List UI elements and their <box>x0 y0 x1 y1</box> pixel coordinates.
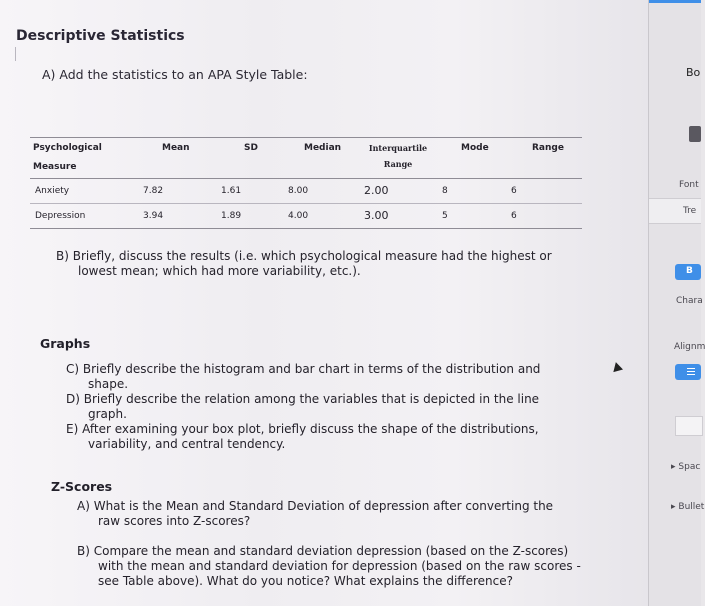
sidebar-accent-bar <box>649 0 701 3</box>
zscores-question-b-line2: with the mean and standard deviation for depression (based on the raw scores - <box>98 559 581 573</box>
bold-button-label: B <box>686 266 693 276</box>
graphs-question-e-line1: E) After examining your box plot, briefly discuss the shape of the distributions, <box>66 422 539 436</box>
part-b-question-line1: B) Briefly, discuss the results (i.e. which psychological measure had the highest or <box>56 249 552 263</box>
page-title: Descriptive Statistics <box>16 28 185 44</box>
header-sd: SD <box>244 143 258 153</box>
zscores-question-b-line3: see Table above). What do you notice? What explains the difference? <box>98 574 513 588</box>
part-b-question-line2: lowest mean; which had more variability, etc.). <box>78 264 361 278</box>
sidebar-character-label: Chara <box>676 296 703 306</box>
graphs-question-c-line2: shape. <box>88 377 129 391</box>
sidebar-bullets-toggle[interactable]: ▸ Bullet <box>671 502 705 512</box>
cell-measure: Depression <box>35 211 86 221</box>
cell-mean: 3.94 <box>143 211 164 221</box>
graphs-question-d-line1: D) Briefly describe the relation among the variables that is depicted in the line <box>66 392 540 406</box>
table-row-rule <box>30 203 582 204</box>
cell-iqr: 3.00 <box>364 209 389 222</box>
sidebar-style-swatch[interactable] <box>689 126 701 142</box>
format-sidebar <box>648 0 705 606</box>
sidebar-bullets-label: Bullet <box>678 502 705 512</box>
zscores-question-a-line2: raw scores into Z-scores? <box>98 514 251 528</box>
cell-sd: 1.61 <box>221 186 242 196</box>
mouse-pointer-icon <box>611 361 623 372</box>
text-cursor <box>15 47 16 61</box>
sidebar-tab-body[interactable]: Bo <box>686 66 701 79</box>
header-median: Median <box>304 143 342 153</box>
zscores-heading: Z-Scores <box>51 479 113 494</box>
sidebar-spacing-label: Spac <box>678 462 701 472</box>
header-iqr-line1: Interquartile <box>368 143 428 153</box>
part-a-prompt: A) Add the statistics to an APA Style Table: <box>42 67 308 82</box>
graphs-heading: Graphs <box>40 336 91 351</box>
cell-median: 4.00 <box>288 211 309 221</box>
table-bottom-rule <box>30 228 582 229</box>
cell-range: 6 <box>511 186 517 196</box>
graphs-question-d-line2: graph. <box>88 407 127 421</box>
table-header-rule <box>30 178 582 179</box>
cell-sd: 1.89 <box>221 211 242 221</box>
sidebar-font-label: Font <box>679 180 699 190</box>
cell-mode: 5 <box>442 211 448 221</box>
header-iqr-line2: Range <box>383 159 413 169</box>
sidebar-alignment-label: Alignm <box>674 342 705 352</box>
header-mode: Mode <box>461 143 489 153</box>
header-measure-line1: Psychological <box>33 143 102 153</box>
align-justify-button[interactable] <box>675 364 701 380</box>
cell-median: 8.00 <box>288 186 309 196</box>
cell-iqr: 2.00 <box>364 184 389 197</box>
align-icon <box>687 368 695 369</box>
cell-range: 6 <box>511 211 517 221</box>
zscores-question-a-line1: A) What is the Mean and Standard Deviation of depression after converting the <box>77 499 554 513</box>
header-range: Range <box>532 143 564 153</box>
graphs-question-e-line2: variability, and central tendency. <box>88 437 286 451</box>
cell-mean: 7.82 <box>143 186 164 196</box>
spacing-input[interactable] <box>675 416 703 436</box>
sidebar-font-value[interactable]: Tre <box>683 206 697 216</box>
zscores-question-b-line1: B) Compare the mean and standard deviation depression (based on the Z-scores) <box>77 544 569 558</box>
cell-measure: Anxiety <box>35 186 70 196</box>
header-measure-line2: Measure <box>33 162 77 172</box>
sidebar-spacing-toggle[interactable]: ▸ Spac <box>671 462 701 472</box>
graphs-question-c-line1: C) Briefly describe the histogram and bar chart in terms of the distribution and <box>66 362 541 376</box>
cell-mode: 8 <box>442 186 448 196</box>
header-mean: Mean <box>162 143 190 153</box>
table-top-rule <box>30 137 582 138</box>
